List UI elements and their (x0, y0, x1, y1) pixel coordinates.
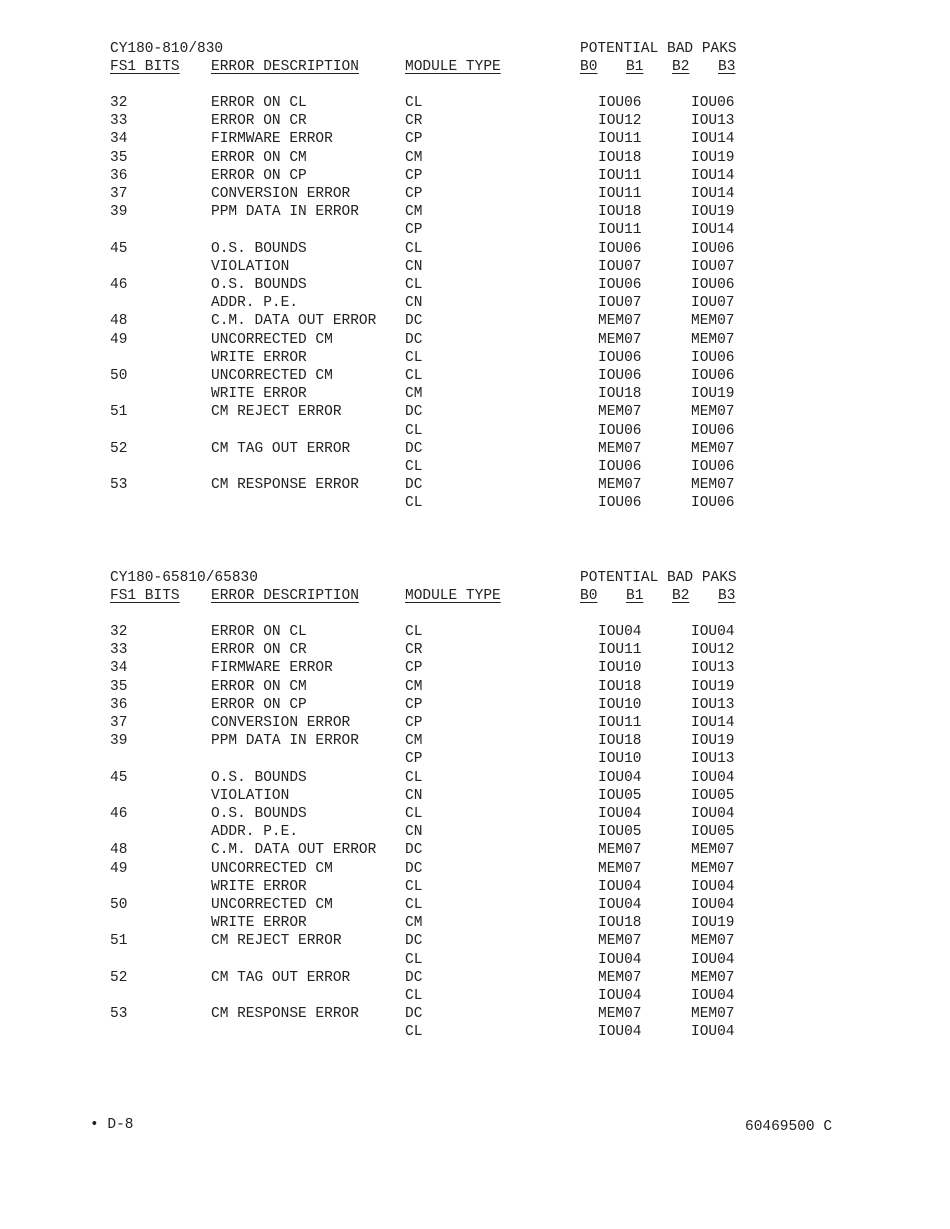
table-row (0, 787, 950, 805)
col-b1: B1 (626, 588, 644, 604)
error-description-cell: PPM DATA IN ERROR (211, 204, 359, 221)
bad-pak-b0-b1-cell: IOU18 (598, 678, 642, 695)
module-type-cell: CM (405, 204, 423, 221)
bad-pak-b0-b1-cell: IOU04 (598, 897, 642, 913)
table-row (0, 385, 950, 403)
table-row (0, 659, 950, 677)
module-type-cell: DC (405, 842, 423, 859)
fs1-bits-cell: 51 (110, 933, 128, 950)
table-row (0, 841, 950, 859)
fs1-bits-cell: 52 (110, 440, 128, 457)
module-type-cell: CL (405, 95, 423, 111)
bad-pak-b0-b1-cell: IOU11 (598, 131, 642, 148)
module-type-cell: CL (405, 806, 423, 822)
table-row (0, 185, 950, 203)
error-description-cell: ERROR ON CR (211, 113, 307, 130)
bad-pak-b0-b1-cell: IOU10 (598, 751, 642, 768)
module-type-cell: CM (405, 149, 423, 166)
fs1-bits-cell: 39 (110, 204, 128, 221)
col-b0: B0 (580, 59, 598, 75)
table-row (0, 641, 950, 659)
bad-pak-b2-b3-cell: IOU14 (691, 167, 735, 184)
error-description-cell: C.M. DATA OUT ERROR (211, 313, 377, 330)
error-description-cell: CM REJECT ERROR (211, 933, 342, 950)
error-description-cell: WRITE ERROR (211, 386, 307, 403)
table-row (0, 422, 950, 440)
table-row (0, 805, 950, 823)
module-type-cell: DC (405, 477, 423, 494)
table-row (0, 914, 950, 932)
module-type-cell: CP (405, 167, 423, 184)
bad-pak-b0-b1-cell: IOU04 (598, 951, 642, 968)
table-row (0, 969, 950, 987)
module-type-cell: DC (405, 440, 423, 457)
module-type-cell: CL (405, 988, 423, 1004)
module-type-cell: DC (405, 969, 423, 986)
bad-pak-b2-b3-cell: IOU04 (691, 988, 735, 1004)
document-number: 60469500 C (745, 1119, 833, 1135)
bad-pak-b2-b3-cell: IOU14 (691, 131, 735, 148)
bad-pak-b0-b1-cell: IOU04 (598, 769, 642, 786)
table-row (0, 240, 950, 258)
bad-pak-b0-b1-cell: IOU11 (598, 642, 642, 659)
bad-pak-b2-b3-cell: MEM07 (691, 842, 735, 859)
bad-pak-b2-b3-cell: IOU04 (691, 1024, 735, 1041)
bad-pak-b0-b1-cell: IOU04 (598, 624, 642, 640)
error-description-cell: UNCORRECTED CM (211, 368, 333, 384)
module-type-cell: CP (405, 751, 423, 768)
table-row (0, 130, 950, 148)
bad-pak-b0-b1-cell: IOU18 (598, 733, 642, 750)
bad-pak-b0-b1-cell: IOU11 (598, 222, 642, 239)
module-type-cell: CM (405, 386, 423, 403)
error-description-cell: CM TAG OUT ERROR (211, 440, 351, 457)
bad-pak-b2-b3-cell: MEM07 (691, 440, 735, 457)
table-row (0, 769, 950, 787)
table-row (0, 94, 950, 112)
bad-pak-b2-b3-cell: MEM07 (691, 331, 735, 348)
fs1-bits-cell: 48 (110, 842, 128, 859)
bad-pak-b0-b1-cell: IOU10 (598, 660, 642, 677)
error-description-cell: WRITE ERROR (211, 915, 307, 932)
fs1-bits-cell: 36 (110, 696, 128, 713)
bad-pak-b0-b1-cell: IOU04 (598, 878, 642, 895)
table-row (0, 403, 950, 421)
error-description-cell: ERROR ON CM (211, 149, 307, 166)
section-header-row (0, 569, 950, 587)
bad-pak-b2-b3-cell: IOU06 (691, 95, 735, 111)
error-description-cell: ERROR ON CR (211, 642, 307, 659)
column-header-row (0, 587, 950, 605)
bad-pak-b0-b1-cell: IOU11 (598, 186, 642, 202)
module-type-cell: CL (405, 897, 423, 913)
table-row (0, 112, 950, 130)
bad-pak-b2-b3-cell: IOU04 (691, 951, 735, 968)
bad-pak-b0-b1-cell: IOU06 (598, 349, 642, 366)
bad-pak-b2-b3-cell: IOU06 (691, 277, 735, 293)
bad-pak-b0-b1-cell: IOU06 (598, 368, 642, 384)
bad-pak-b2-b3-cell: MEM07 (691, 313, 735, 330)
module-type-cell: CP (405, 186, 423, 202)
module-type-cell: CR (405, 113, 423, 130)
fs1-bits-cell: 46 (110, 277, 128, 293)
bad-pak-b0-b1-cell: IOU05 (598, 787, 642, 804)
error-description-cell: FIRMWARE ERROR (211, 131, 333, 148)
table-row (0, 494, 950, 512)
bad-pak-b2-b3-cell: IOU12 (691, 642, 735, 659)
bad-pak-b0-b1-cell: IOU11 (598, 715, 642, 731)
bad-pak-b0-b1-cell: IOU06 (598, 95, 642, 111)
page-number: • D-8 (90, 1117, 134, 1133)
bad-pak-b2-b3-cell: MEM07 (691, 477, 735, 494)
error-description-cell: ERROR ON CL (211, 95, 307, 111)
bad-pak-b2-b3-cell: IOU07 (691, 258, 735, 275)
bad-pak-b2-b3-cell: MEM07 (691, 1006, 735, 1023)
bad-pak-b0-b1-cell: IOU06 (598, 422, 642, 439)
bad-pak-b0-b1-cell: IOU05 (598, 824, 642, 841)
col-error-description: ERROR DESCRIPTION (211, 59, 359, 75)
fs1-bits-cell: 35 (110, 678, 128, 695)
bad-pak-b0-b1-cell: IOU04 (598, 806, 642, 822)
bad-pak-b0-b1-cell: IOU07 (598, 258, 642, 275)
potential-bad-paks-heading: POTENTIAL BAD PAKS (580, 41, 737, 57)
bad-pak-b0-b1-cell: MEM07 (598, 440, 642, 457)
bad-pak-b2-b3-cell: IOU05 (691, 824, 735, 841)
bad-pak-b0-b1-cell: MEM07 (598, 477, 642, 494)
module-type-cell: CL (405, 459, 423, 475)
module-type-cell: CR (405, 642, 423, 659)
fs1-bits-cell: 34 (110, 131, 128, 148)
error-description-cell: CM RESPONSE ERROR (211, 477, 359, 494)
col-fs1-bits: FS1 BITS (110, 588, 180, 604)
bad-pak-b0-b1-cell: MEM07 (598, 933, 642, 950)
module-type-cell: DC (405, 1006, 423, 1023)
error-description-cell: ERROR ON CM (211, 678, 307, 695)
bad-pak-b2-b3-cell: IOU19 (691, 678, 735, 695)
module-type-cell: CL (405, 277, 423, 293)
module-type-cell: DC (405, 313, 423, 330)
module-type-cell: CL (405, 624, 423, 640)
bad-pak-b0-b1-cell: IOU18 (598, 386, 642, 403)
error-description-cell: UNCORRECTED CM (211, 331, 333, 348)
bad-pak-b0-b1-cell: IOU06 (598, 277, 642, 293)
error-description-cell: ERROR ON CL (211, 624, 307, 640)
bad-pak-b2-b3-cell: IOU06 (691, 240, 735, 257)
module-type-cell: CL (405, 769, 423, 786)
table-row (0, 294, 950, 312)
module-type-cell: CM (405, 678, 423, 695)
module-type-cell: CL (405, 368, 423, 384)
fs1-bits-cell: 33 (110, 113, 128, 130)
bad-pak-b0-b1-cell: MEM07 (598, 860, 642, 877)
fs1-bits-cell: 45 (110, 769, 128, 786)
table-row (0, 932, 950, 950)
col-b2: B2 (672, 588, 690, 604)
table-row (0, 860, 950, 878)
module-type-cell: CP (405, 222, 423, 239)
table-row (0, 1005, 950, 1023)
bad-pak-b2-b3-cell: IOU06 (691, 349, 735, 366)
table-row (0, 878, 950, 896)
table-row (0, 276, 950, 294)
bad-pak-b0-b1-cell: IOU06 (598, 495, 642, 512)
fs1-bits-cell: 53 (110, 477, 128, 494)
bad-pak-b2-b3-cell: IOU06 (691, 368, 735, 384)
bad-pak-b2-b3-cell: IOU19 (691, 149, 735, 166)
error-description-cell: UNCORRECTED CM (211, 860, 333, 877)
fs1-bits-cell: 39 (110, 733, 128, 750)
error-description-cell: O.S. BOUNDS (211, 240, 307, 257)
bad-pak-b2-b3-cell: IOU05 (691, 787, 735, 804)
error-description-cell: CM TAG OUT ERROR (211, 969, 351, 986)
table-row (0, 896, 950, 914)
col-error-description: ERROR DESCRIPTION (211, 588, 359, 604)
bad-pak-b0-b1-cell: MEM07 (598, 404, 642, 421)
fs1-bits-cell: 49 (110, 860, 128, 877)
table-row (0, 312, 950, 330)
module-type-cell: CL (405, 495, 423, 512)
bad-pak-b0-b1-cell: MEM07 (598, 313, 642, 330)
error-description-cell: O.S. BOUNDS (211, 277, 307, 293)
module-type-cell: CN (405, 787, 423, 804)
table-row (0, 440, 950, 458)
bad-pak-b2-b3-cell: IOU19 (691, 915, 735, 932)
table-row (0, 203, 950, 221)
table-row (0, 149, 950, 167)
fs1-bits-cell: 50 (110, 368, 128, 384)
table-row (0, 987, 950, 1005)
error-description-cell: VIOLATION (211, 787, 290, 804)
error-description-cell: UNCORRECTED CM (211, 897, 333, 913)
table-row (0, 750, 950, 768)
table-row (0, 458, 950, 476)
bad-pak-b2-b3-cell: IOU14 (691, 715, 735, 731)
bad-pak-b0-b1-cell: IOU04 (598, 988, 642, 1004)
col-b3: B3 (718, 59, 736, 75)
table-row (0, 732, 950, 750)
bad-pak-b0-b1-cell: IOU12 (598, 113, 642, 130)
bad-pak-b2-b3-cell: MEM07 (691, 404, 735, 421)
bad-pak-b0-b1-cell: IOU04 (598, 1024, 642, 1041)
module-type-cell: CL (405, 422, 423, 439)
col-b0: B0 (580, 588, 598, 604)
error-description-cell: PPM DATA IN ERROR (211, 733, 359, 750)
error-description-cell: VIOLATION (211, 258, 290, 275)
bad-pak-b2-b3-cell: IOU13 (691, 113, 735, 130)
table-row (0, 696, 950, 714)
bad-pak-b2-b3-cell: MEM07 (691, 969, 735, 986)
error-description-cell: ADDR. P.E. (211, 824, 299, 841)
error-description-cell: FIRMWARE ERROR (211, 660, 333, 677)
bad-pak-b0-b1-cell: MEM07 (598, 969, 642, 986)
fs1-bits-cell: 52 (110, 969, 128, 986)
bad-pak-b2-b3-cell: IOU06 (691, 422, 735, 439)
fs1-bits-cell: 36 (110, 167, 128, 184)
error-description-cell: WRITE ERROR (211, 349, 307, 366)
col-module-type: MODULE TYPE (405, 59, 501, 75)
error-description-cell: ADDR. P.E. (211, 295, 299, 312)
error-description-cell: O.S. BOUNDS (211, 769, 307, 786)
module-type-cell: CP (405, 660, 423, 677)
section-header-row (0, 40, 950, 58)
module-type-cell: CM (405, 915, 423, 932)
error-description-cell: ERROR ON CP (211, 696, 307, 713)
error-description-cell: ERROR ON CP (211, 167, 307, 184)
error-description-cell: C.M. DATA OUT ERROR (211, 842, 377, 859)
bad-pak-b2-b3-cell: IOU04 (691, 624, 735, 640)
bad-pak-b0-b1-cell: IOU10 (598, 696, 642, 713)
bad-pak-b0-b1-cell: IOU18 (598, 204, 642, 221)
module-type-cell: CL (405, 1024, 423, 1041)
table-row (0, 714, 950, 732)
section-title: CY180-810/830 (110, 41, 224, 57)
module-type-cell: DC (405, 933, 423, 950)
error-description-cell: CM REJECT ERROR (211, 404, 342, 421)
column-header-row (0, 58, 950, 76)
bad-pak-b2-b3-cell: IOU13 (691, 660, 735, 677)
col-b2: B2 (672, 59, 690, 75)
module-type-cell: CP (405, 715, 423, 731)
module-type-cell: DC (405, 331, 423, 348)
bad-pak-b2-b3-cell: MEM07 (691, 860, 735, 877)
bad-pak-b2-b3-cell: IOU04 (691, 897, 735, 913)
col-b3: B3 (718, 588, 736, 604)
fs1-bits-cell: 46 (110, 806, 128, 822)
bad-pak-b0-b1-cell: MEM07 (598, 331, 642, 348)
error-description-cell: O.S. BOUNDS (211, 806, 307, 822)
module-type-cell: DC (405, 860, 423, 877)
fs1-bits-cell: 37 (110, 186, 128, 202)
table-row (0, 331, 950, 349)
bad-pak-b0-b1-cell: IOU11 (598, 167, 642, 184)
fs1-bits-cell: 53 (110, 1006, 128, 1023)
fs1-bits-cell: 51 (110, 404, 128, 421)
fs1-bits-cell: 45 (110, 240, 128, 257)
bad-pak-b2-b3-cell: IOU13 (691, 751, 735, 768)
bad-pak-b2-b3-cell: IOU14 (691, 222, 735, 239)
module-type-cell: CL (405, 240, 423, 257)
module-type-cell: CN (405, 258, 423, 275)
col-module-type: MODULE TYPE (405, 588, 501, 604)
table-row (0, 678, 950, 696)
table-row (0, 1023, 950, 1041)
module-type-cell: CN (405, 824, 423, 841)
section-title: CY180-65810/65830 (110, 570, 258, 586)
bad-pak-b2-b3-cell: IOU13 (691, 696, 735, 713)
fs1-bits-cell: 49 (110, 331, 128, 348)
table-row (0, 258, 950, 276)
error-description-cell: CONVERSION ERROR (211, 186, 351, 202)
col-fs1-bits: FS1 BITS (110, 59, 180, 75)
table-row (0, 823, 950, 841)
bad-pak-b2-b3-cell: IOU19 (691, 733, 735, 750)
bad-pak-b2-b3-cell: IOU14 (691, 186, 735, 202)
module-type-cell: DC (405, 404, 423, 421)
module-type-cell: CL (405, 878, 423, 895)
bad-pak-b2-b3-cell: IOU07 (691, 295, 735, 312)
bad-pak-b0-b1-cell: IOU06 (598, 240, 642, 257)
fs1-bits-cell: 34 (110, 660, 128, 677)
module-type-cell: CP (405, 696, 423, 713)
bad-pak-b2-b3-cell: MEM07 (691, 933, 735, 950)
bad-pak-b2-b3-cell: IOU19 (691, 386, 735, 403)
bad-pak-b0-b1-cell: MEM07 (598, 842, 642, 859)
table-row (0, 476, 950, 494)
table-row (0, 167, 950, 185)
table-row (0, 623, 950, 641)
module-type-cell: CM (405, 733, 423, 750)
table-row (0, 221, 950, 239)
bad-pak-b0-b1-cell: IOU18 (598, 915, 642, 932)
fs1-bits-cell: 48 (110, 313, 128, 330)
bad-pak-b2-b3-cell: IOU04 (691, 878, 735, 895)
module-type-cell: CL (405, 349, 423, 366)
fs1-bits-cell: 33 (110, 642, 128, 659)
bad-pak-b2-b3-cell: IOU04 (691, 769, 735, 786)
fs1-bits-cell: 50 (110, 897, 128, 913)
fs1-bits-cell: 35 (110, 149, 128, 166)
bad-pak-b2-b3-cell: IOU06 (691, 495, 735, 512)
bad-pak-b2-b3-cell: IOU04 (691, 806, 735, 822)
module-type-cell: CL (405, 951, 423, 968)
module-type-cell: CP (405, 131, 423, 148)
error-description-cell: CONVERSION ERROR (211, 715, 351, 731)
table-row (0, 349, 950, 367)
bad-pak-b2-b3-cell: IOU19 (691, 204, 735, 221)
fs1-bits-cell: 32 (110, 95, 128, 111)
fs1-bits-cell: 32 (110, 624, 128, 640)
potential-bad-paks-heading: POTENTIAL BAD PAKS (580, 570, 737, 586)
error-description-cell: CM RESPONSE ERROR (211, 1006, 359, 1023)
col-b1: B1 (626, 59, 644, 75)
table-row (0, 367, 950, 385)
error-description-cell: WRITE ERROR (211, 878, 307, 895)
bad-pak-b0-b1-cell: IOU06 (598, 459, 642, 475)
fs1-bits-cell: 37 (110, 715, 128, 731)
bad-pak-b2-b3-cell: IOU06 (691, 459, 735, 475)
bad-pak-b0-b1-cell: IOU07 (598, 295, 642, 312)
table-row (0, 951, 950, 969)
module-type-cell: CN (405, 295, 423, 312)
bad-pak-b0-b1-cell: IOU18 (598, 149, 642, 166)
bad-pak-b0-b1-cell: MEM07 (598, 1006, 642, 1023)
